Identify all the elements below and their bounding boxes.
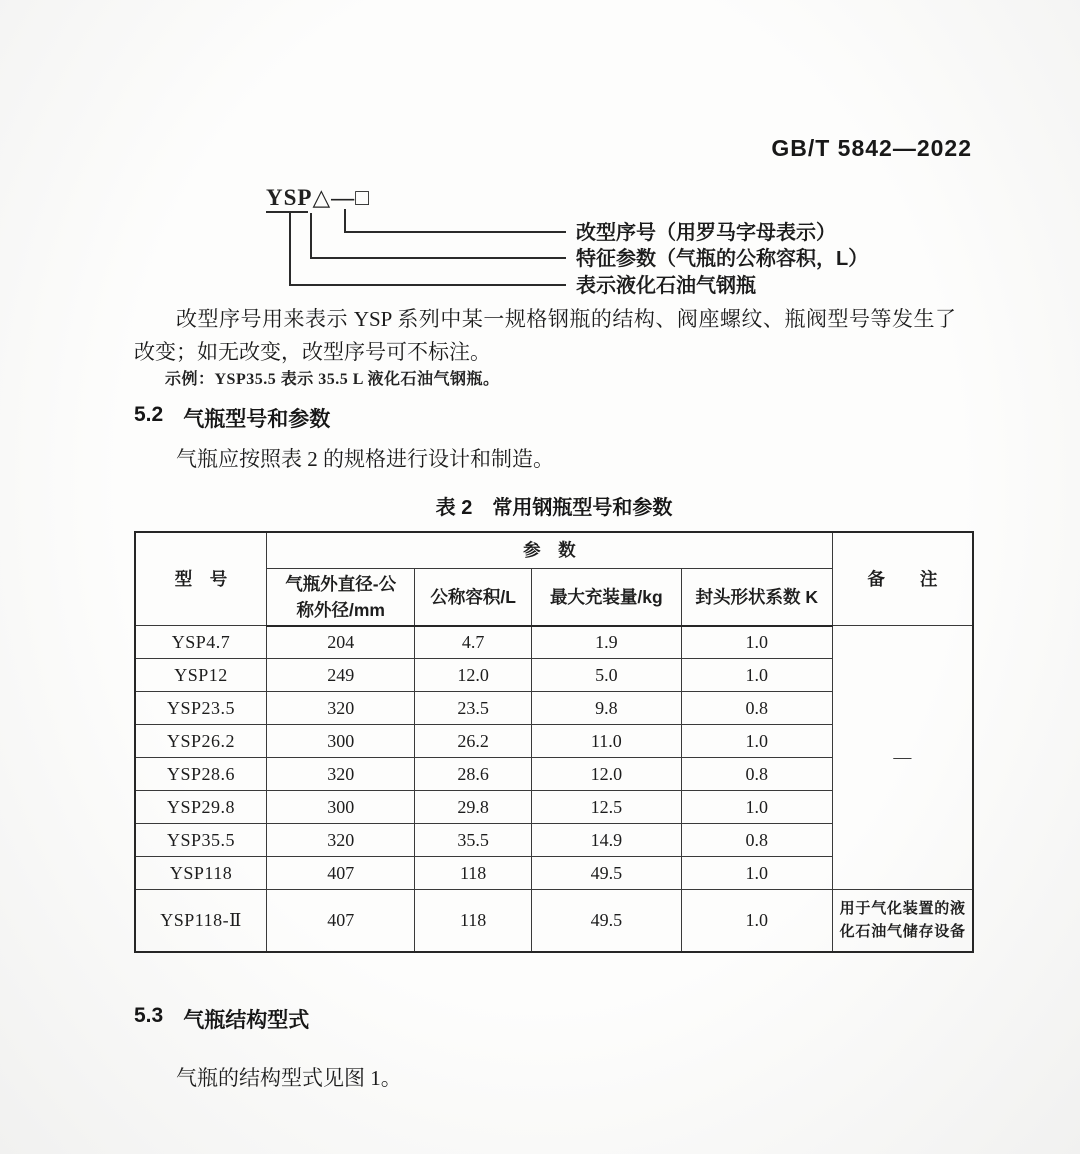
cell-diameter: 204 <box>267 626 415 659</box>
callout-label-parameter: 特征参数（气瓶的公称容积，L） <box>576 248 869 270</box>
section-5-2-number: 5.2 <box>134 403 164 426</box>
cell-filling: 12.0 <box>531 758 681 791</box>
table-row <box>135 626 973 659</box>
callout-connector-ysp <box>289 212 566 286</box>
cell-factor: 0.8 <box>681 824 832 857</box>
section-5-2-heading <box>134 403 330 433</box>
cell-filling: 49.5 <box>531 890 681 952</box>
cell-filling: 1.9 <box>531 626 681 659</box>
cell-diameter: 249 <box>267 659 415 692</box>
cell-factor: 0.8 <box>681 758 832 791</box>
header-model: 型 号 <box>135 532 267 626</box>
section-5-3-number: 5.3 <box>134 1004 164 1027</box>
cell-volume: 28.6 <box>415 758 531 791</box>
cell-model: YSP118 <box>135 857 267 890</box>
cell-model: YSP23.5 <box>135 692 267 725</box>
cell-diameter: 407 <box>267 857 415 890</box>
cell-volume: 4.7 <box>415 626 531 659</box>
table-caption: 表 2 常用钢瓶型号和参数 <box>435 497 673 519</box>
cell-diameter: 320 <box>267 824 415 857</box>
header-nominal-volume: 公称容积/L <box>415 568 531 626</box>
cell-filling: 9.8 <box>531 692 681 725</box>
designation-code: YSP△—□ <box>266 185 371 210</box>
table-row <box>135 890 973 952</box>
cell-diameter: 320 <box>267 692 415 725</box>
section-5-2-body: 气瓶应按照表 2 的规格进行设计和制造。 <box>176 447 554 471</box>
cell-factor: 0.8 <box>681 692 832 725</box>
cell-filling: 12.5 <box>531 791 681 824</box>
cell-model: YSP26.2 <box>135 725 267 758</box>
section-5-3-heading <box>134 1004 309 1034</box>
cell-factor: 1.0 <box>681 890 832 952</box>
cell-remark-merged: — <box>832 626 973 890</box>
cell-model: YSP12 <box>135 659 267 692</box>
cell-factor: 1.0 <box>681 659 832 692</box>
cell-filling: 5.0 <box>531 659 681 692</box>
header-row-group <box>135 532 973 568</box>
cell-factor: 1.0 <box>681 857 832 890</box>
cell-factor: 1.0 <box>681 626 832 659</box>
header-remark: 备 注 <box>832 532 973 626</box>
section-5-3-title: 气瓶结构型式 <box>183 1009 310 1032</box>
callout-label-modification: 改型序号（用罗马字母表示） <box>576 222 836 244</box>
cell-diameter: 300 <box>267 725 415 758</box>
cell-volume: 29.8 <box>415 791 531 824</box>
paragraph-modification-note: 改型序号用来表示 YSP 系列中某一规格钢瓶的结构、阀座螺纹、瓶阀型号等发生了改变；如无改变，改型序号可不标注。 <box>134 307 956 364</box>
header-params-group: 参 数 <box>267 532 833 568</box>
cell-volume: 12.0 <box>415 659 531 692</box>
standard-number: GB/T 5842—2022 <box>771 135 972 161</box>
cell-volume: 35.5 <box>415 824 531 857</box>
header-head-shape-factor: 封头形状系数 K <box>681 568 832 626</box>
section-5-3-body: 气瓶的结构型式见图 1。 <box>176 1066 402 1090</box>
section-5-2-title: 气瓶型号和参数 <box>183 408 331 431</box>
cell-volume: 118 <box>415 890 531 952</box>
cell-model: YSP28.6 <box>135 758 267 791</box>
cell-remark-text: 用于气化装置的液化石油气储存设备 <box>832 890 973 952</box>
cell-volume: 23.5 <box>415 692 531 725</box>
callout-label-ysp: 表示液化石油气钢瓶 <box>576 275 756 297</box>
cell-diameter: 320 <box>267 758 415 791</box>
cell-model: YSP29.8 <box>135 791 267 824</box>
paragraph-example: 示例：YSP35.5 表示 35.5 L 液化石油气钢瓶。 <box>165 371 500 388</box>
header-max-filling: 最大充装量/kg <box>531 568 681 626</box>
cell-filling: 49.5 <box>531 857 681 890</box>
cell-factor: 1.0 <box>681 791 832 824</box>
header-outer-diameter: 气瓶外直径-公称外径/mm <box>267 568 415 626</box>
cell-model: YSP4.7 <box>135 626 267 659</box>
cell-model: YSP118-Ⅱ <box>135 890 267 952</box>
cell-model: YSP35.5 <box>135 824 267 857</box>
cell-volume: 26.2 <box>415 725 531 758</box>
cell-factor: 1.0 <box>681 725 832 758</box>
cell-diameter: 300 <box>267 791 415 824</box>
cell-volume: 118 <box>415 857 531 890</box>
cell-diameter: 407 <box>267 890 415 952</box>
cell-filling: 14.9 <box>531 824 681 857</box>
parameters-table <box>134 531 974 953</box>
cell-filling: 11.0 <box>531 725 681 758</box>
